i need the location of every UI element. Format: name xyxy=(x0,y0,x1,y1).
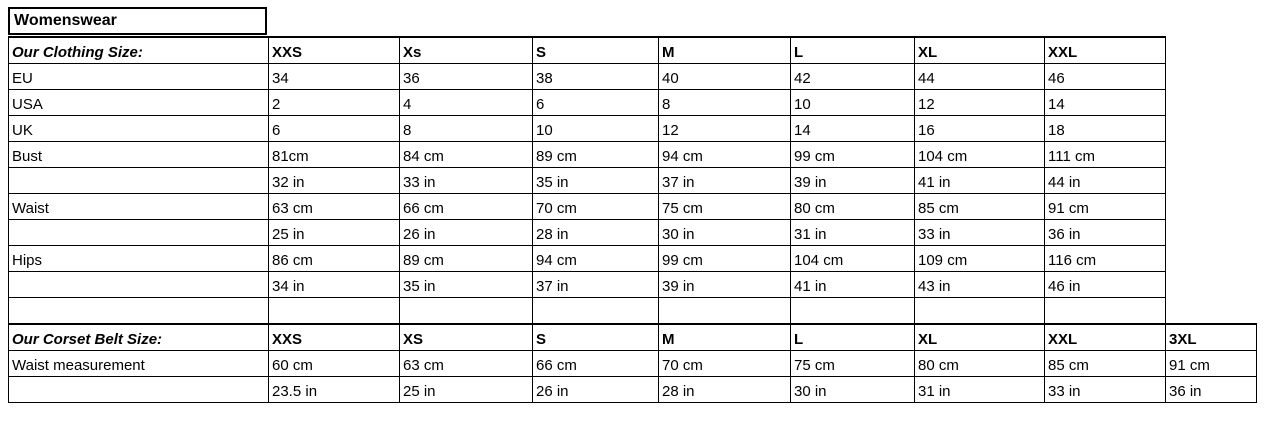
separator-row xyxy=(9,298,1257,325)
table-cell: 38 xyxy=(533,64,659,90)
table-row xyxy=(9,272,1257,298)
table-cell: 36 in xyxy=(1166,377,1257,403)
table-cell: 85 cm xyxy=(1045,351,1166,377)
table-cell: 109 cm xyxy=(915,246,1045,272)
blank-cell xyxy=(1045,298,1166,325)
table-cell: 41 in xyxy=(915,168,1045,194)
table-cell: 35 in xyxy=(400,272,533,298)
corset-size-label: XS xyxy=(400,324,533,351)
table-cell: 32 in xyxy=(269,168,400,194)
table-row xyxy=(9,351,1257,377)
table-cell: 36 in xyxy=(1045,220,1166,246)
table-cell: 42 xyxy=(791,64,915,90)
table-cell: 26 in xyxy=(533,377,659,403)
table-cell: 94 cm xyxy=(533,246,659,272)
blank-cell xyxy=(1166,194,1257,220)
table-cell: 111 cm xyxy=(1045,142,1166,168)
table-cell: 37 in xyxy=(533,272,659,298)
table-cell: 10 xyxy=(533,116,659,142)
sheet-title: Womenswear xyxy=(8,7,267,35)
table-cell: 4 xyxy=(400,90,533,116)
table-cell: 31 in xyxy=(915,377,1045,403)
blank-cell xyxy=(9,298,269,325)
table-row xyxy=(9,194,1257,220)
table-cell: 104 cm xyxy=(915,142,1045,168)
table-cell: 33 in xyxy=(1045,377,1166,403)
table-row xyxy=(9,220,1257,246)
table-cell: 37 in xyxy=(659,168,791,194)
table-cell: 25 in xyxy=(269,220,400,246)
table-cell: 6 xyxy=(533,90,659,116)
clothing-size-label: S xyxy=(533,37,659,64)
table-cell: 41 in xyxy=(791,272,915,298)
table-cell: 70 cm xyxy=(533,194,659,220)
table-cell: 14 xyxy=(791,116,915,142)
table-cell: 63 cm xyxy=(400,351,533,377)
table-cell: 39 in xyxy=(659,272,791,298)
table-cell: 25 in xyxy=(400,377,533,403)
corset-size-label: XXL xyxy=(1045,324,1166,351)
table-row xyxy=(9,64,1257,90)
table-cell: 31 in xyxy=(791,220,915,246)
blank-cell xyxy=(659,298,791,325)
table-row xyxy=(9,377,1257,403)
clothing-header-row xyxy=(9,37,1257,64)
table-cell: 30 in xyxy=(659,220,791,246)
blank-cell xyxy=(1166,90,1257,116)
blank-cell xyxy=(1166,116,1257,142)
table-cell: 99 cm xyxy=(791,142,915,168)
table-cell: 80 cm xyxy=(791,194,915,220)
row-label: Bust xyxy=(9,142,269,168)
blank-cell xyxy=(400,298,533,325)
table-cell: 86 cm xyxy=(269,246,400,272)
table-cell: 28 in xyxy=(659,377,791,403)
table-cell: 75 cm xyxy=(659,194,791,220)
blank-cell xyxy=(1166,142,1257,168)
table-cell: 6 xyxy=(269,116,400,142)
table-cell: 16 xyxy=(915,116,1045,142)
blank-cell xyxy=(915,298,1045,325)
corset-size-label: XXS xyxy=(269,324,400,351)
table-cell: 35 in xyxy=(533,168,659,194)
table-cell: 63 cm xyxy=(269,194,400,220)
row-label xyxy=(9,168,269,194)
blank-cell xyxy=(1166,168,1257,194)
table-cell: 28 in xyxy=(533,220,659,246)
table-cell: 23.5 in xyxy=(269,377,400,403)
table-cell: 99 cm xyxy=(659,246,791,272)
corset-size-label: L xyxy=(791,324,915,351)
row-label: Hips xyxy=(9,246,269,272)
blank-cell xyxy=(1166,246,1257,272)
blank-cell xyxy=(1166,272,1257,298)
blank-cell xyxy=(269,298,400,325)
table-cell: 2 xyxy=(269,90,400,116)
corset-size-heading: Our Corset Belt Size: xyxy=(9,324,269,351)
table-cell: 33 in xyxy=(915,220,1045,246)
table-cell: 14 xyxy=(1045,90,1166,116)
table-cell: 12 xyxy=(659,116,791,142)
corset-size-label: XL xyxy=(915,324,1045,351)
row-label xyxy=(9,220,269,246)
size-chart-table xyxy=(8,36,1257,403)
table-cell: 116 cm xyxy=(1045,246,1166,272)
row-label xyxy=(9,377,269,403)
clothing-size-label: XXS xyxy=(269,37,400,64)
table-cell: 66 cm xyxy=(400,194,533,220)
table-cell: 8 xyxy=(659,90,791,116)
table-cell: 36 xyxy=(400,64,533,90)
table-cell: 84 cm xyxy=(400,142,533,168)
table-cell: 81cm xyxy=(269,142,400,168)
table-cell: 70 cm xyxy=(659,351,791,377)
table-cell: 8 xyxy=(400,116,533,142)
table-cell: 34 in xyxy=(269,272,400,298)
table-cell: 94 cm xyxy=(659,142,791,168)
table-cell: 10 xyxy=(791,90,915,116)
table-cell: 46 xyxy=(1045,64,1166,90)
corset-size-label: M xyxy=(659,324,791,351)
table-cell: 30 in xyxy=(791,377,915,403)
blank-cell xyxy=(1166,37,1257,64)
corset-header-row xyxy=(9,324,1257,351)
blank-cell xyxy=(1166,298,1257,325)
corset-size-label: 3XL xyxy=(1166,324,1257,351)
table-cell: 104 cm xyxy=(791,246,915,272)
table-cell: 33 in xyxy=(400,168,533,194)
table-cell: 39 in xyxy=(791,168,915,194)
table-cell: 46 in xyxy=(1045,272,1166,298)
table-cell: 18 xyxy=(1045,116,1166,142)
clothing-size-heading: Our Clothing Size: xyxy=(9,37,269,64)
table-row xyxy=(9,168,1257,194)
table-cell: 85 cm xyxy=(915,194,1045,220)
table-cell: 89 cm xyxy=(533,142,659,168)
blank-cell xyxy=(791,298,915,325)
table-row xyxy=(9,90,1257,116)
clothing-size-label: Xs xyxy=(400,37,533,64)
row-label: Waist measurement xyxy=(9,351,269,377)
row-label: EU xyxy=(9,64,269,90)
table-cell: 80 cm xyxy=(915,351,1045,377)
table-cell: 89 cm xyxy=(400,246,533,272)
clothing-size-label: M xyxy=(659,37,791,64)
blank-cell xyxy=(1166,64,1257,90)
row-label: Waist xyxy=(9,194,269,220)
blank-cell xyxy=(533,298,659,325)
table-cell: 66 cm xyxy=(533,351,659,377)
table-cell: 60 cm xyxy=(269,351,400,377)
table-cell: 75 cm xyxy=(791,351,915,377)
table-cell: 43 in xyxy=(915,272,1045,298)
table-row xyxy=(9,116,1257,142)
table-cell: 44 xyxy=(915,64,1045,90)
table-cell: 12 xyxy=(915,90,1045,116)
table-row xyxy=(9,246,1257,272)
blank-cell xyxy=(1166,220,1257,246)
clothing-size-label: XXL xyxy=(1045,37,1166,64)
table-cell: 91 cm xyxy=(1166,351,1257,377)
clothing-size-label: L xyxy=(791,37,915,64)
clothing-size-label: XL xyxy=(915,37,1045,64)
table-cell: 34 xyxy=(269,64,400,90)
table-cell: 40 xyxy=(659,64,791,90)
table-cell: 26 in xyxy=(400,220,533,246)
table-row xyxy=(9,142,1257,168)
row-label xyxy=(9,272,269,298)
table-cell: 44 in xyxy=(1045,168,1166,194)
corset-size-label: S xyxy=(533,324,659,351)
table-cell: 91 cm xyxy=(1045,194,1166,220)
row-label: USA xyxy=(9,90,269,116)
row-label: UK xyxy=(9,116,269,142)
